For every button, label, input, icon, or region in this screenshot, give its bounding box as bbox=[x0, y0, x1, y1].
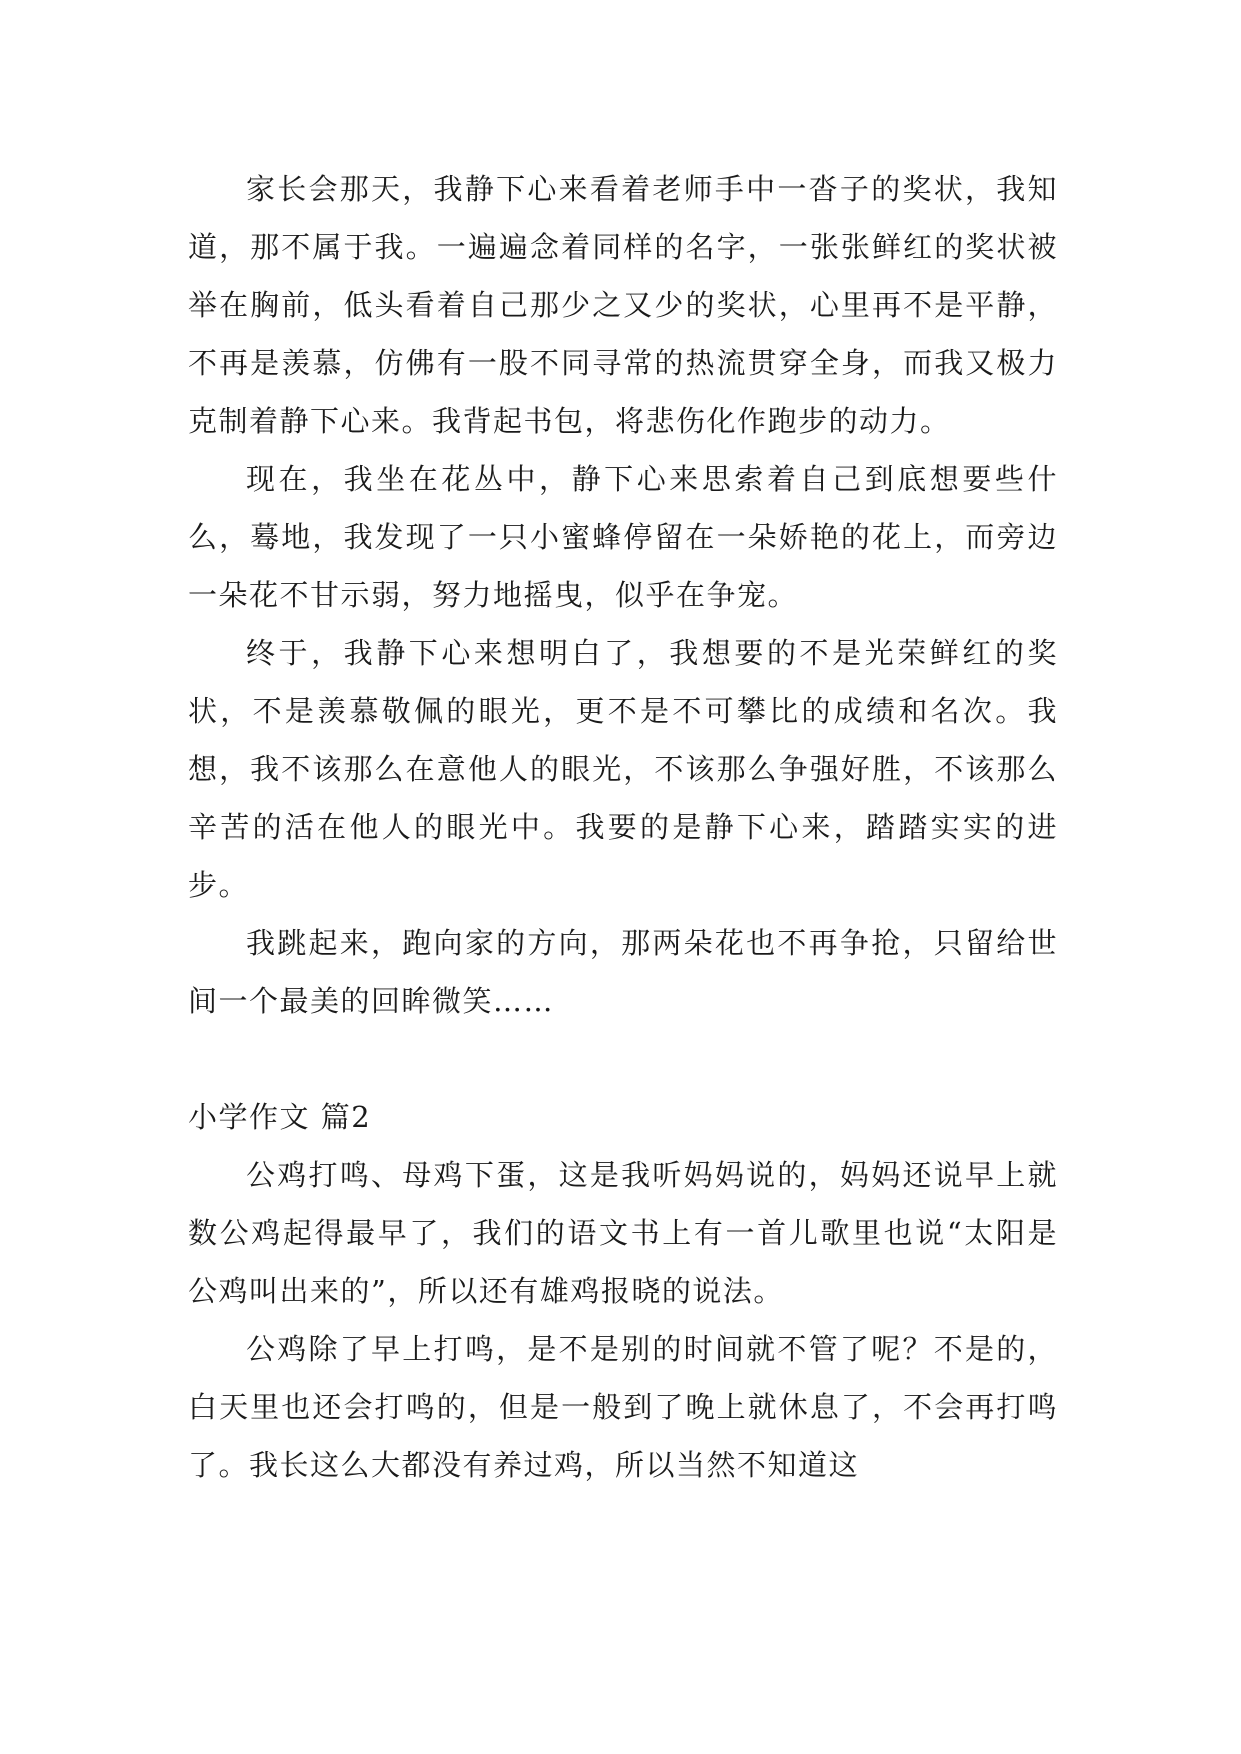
document-body bbox=[188, 160, 1058, 1494]
paragraph: 家长会那天，我静下心来看着老师手中一沓子的奖状，我知道，那不属于我。一遍遍念着同样的名字，一张张鲜红的奖状被举在胸前，低头看着自己那少之又少的奖状，心里再不是平静，不再是羡慕，仿佛有一股不同寻常的热流贯穿全身，而我又极力克制着静下心来。我背起书包，将悲伤化作跑步的动力。 bbox=[188, 172, 1058, 438]
paragraph: 终于，我静下心来想明白了，我想要的不是光荣鲜红的奖状，不是羡慕敬佩的眼光，更不是不可攀比的成绩和名次。我想，我不该那么在意他人的眼光，不该那么争强好胜，不该那么辛苦的活在他人的眼光中。我要的是静下心来，踏踏实实的进步。 bbox=[188, 636, 1058, 902]
paragraph: 公鸡除了早上打鸣，是不是别的时间就不管了呢？不是的，白天里也还会打鸣的，但是一般到了晚上就休息了，不会再打鸣了。我长这么大都没有养过鸡，所以当然不知道这 bbox=[188, 1332, 1058, 1482]
paragraph: 我跳起来，跑向家的方向，那两朵花也不再争抢，只留给世间一个最美的回眸微笑…… bbox=[188, 926, 1058, 1018]
section-heading: 小学作文 篇2 bbox=[188, 1100, 372, 1134]
paragraph: 现在，我坐在花丛中，静下心来思索着自己到底想要些什么，蓦地，我发现了一只小蜜蜂停留在一朵娇艳的花上，而旁边一朵花不甘示弱，努力地摇曳，似乎在争宠。 bbox=[188, 462, 1058, 612]
paragraph: 公鸡打鸣、母鸡下蛋，这是我听妈妈说的，妈妈还说早上就数公鸡起得最早了，我们的语文书上有一首儿歌里也说“太阳是公鸡叫出来的”，所以还有雄鸡报晓的说法。 bbox=[188, 1158, 1058, 1308]
